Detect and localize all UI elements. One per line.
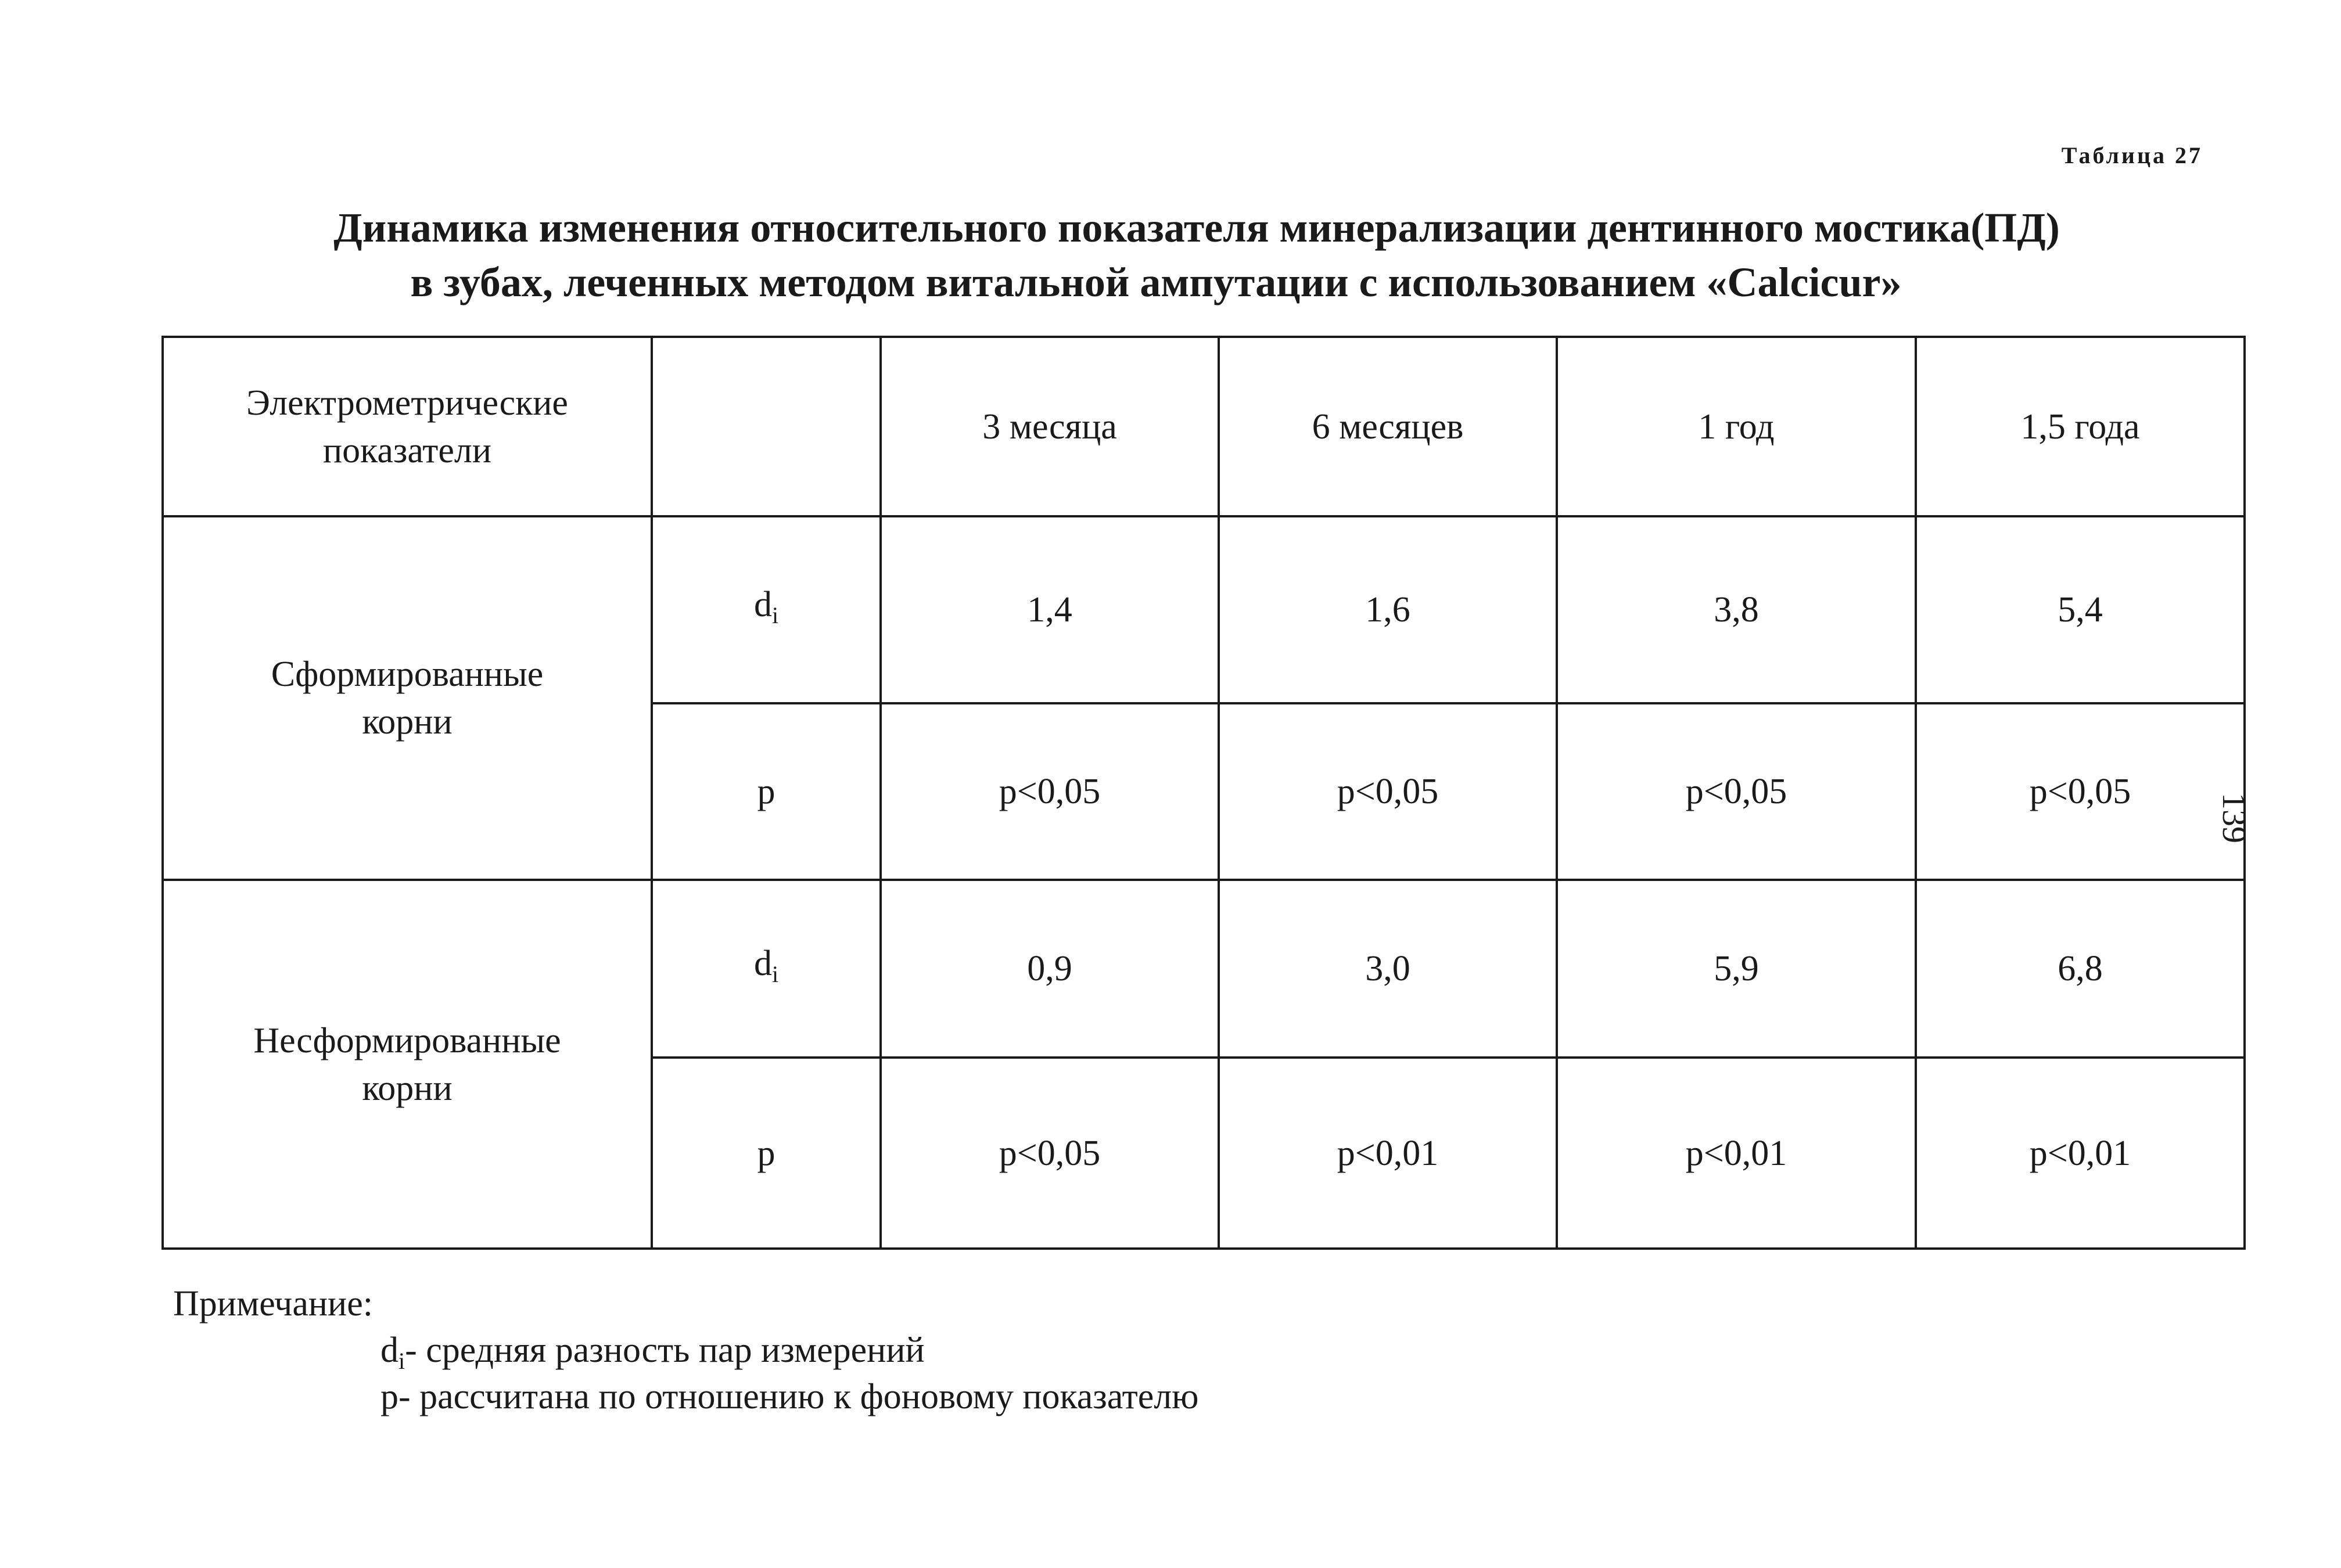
header-indicators-line-2: показатели [322,430,492,470]
di-symbol: d [753,584,772,624]
value-cell: p<0,01 [1557,1058,1916,1249]
table-row [163,516,2245,703]
table-title-line-1: Динамика изменения относительного показателя минерализации дентинного мостика(ПД) [333,204,2060,251]
value-cell: 1,4 [881,516,1219,703]
page-number: 139 [2216,793,2253,843]
header-period-cell: 3 месяца [881,337,1219,516]
value-cell: p<0,01 [1219,1058,1557,1249]
note-di-text: - средняя разность пар измерений [405,1330,925,1370]
note-di-subscript: i [398,1348,405,1374]
header-indicators-cell [163,337,652,516]
value-cell: 5,9 [1557,880,1916,1058]
table-number-label: Таблица 27 [2061,142,2203,168]
value-cell: 3,8 [1557,516,1916,703]
note-heading: Примечание: [173,1284,373,1324]
table-header-row [163,337,2245,516]
value-cell: 6,8 [1916,880,2245,1058]
group-name-line-2: корни [362,702,453,742]
value-cell: p<0,05 [1219,703,1557,880]
metric-label-cell: p [652,1058,881,1249]
mineralization-table [161,336,2246,1250]
table-title [139,200,2173,310]
value-cell: p<0,05 [881,1058,1219,1249]
metric-label-cell [652,880,881,1058]
value-cell: 5,4 [1916,516,2245,703]
value-cell: 3,0 [1219,880,1557,1058]
di-subscript: i [771,961,779,987]
header-empty-cell [652,337,881,516]
table-row [163,880,2245,1058]
note-di-symbol: d [380,1330,398,1370]
value-cell: p<0,05 [1916,703,2245,880]
value-cell: 0,9 [881,880,1219,1058]
header-period-cell: 1,5 года [1916,337,2245,516]
di-subscript: i [771,602,779,628]
value-cell: p<0,05 [1557,703,1916,880]
value-cell: p<0,05 [881,703,1219,880]
group-name-line-1: Несформированные [253,1020,561,1060]
table-title-line-2: в зубах, леченных методом витальной ампутации с использованием «Calcicur» [410,259,1902,305]
value-cell: p<0,01 [1916,1058,2245,1249]
group-name-cell [163,516,652,880]
di-symbol: d [753,943,772,983]
note-line-p: p- рассчитана по отношению к фоновому показателю [380,1377,1199,1416]
group-name-cell [163,880,652,1249]
value-cell: 1,6 [1219,516,1557,703]
header-period-cell: 6 месяцев [1219,337,1557,516]
metric-label-cell: p [652,703,881,880]
group-name-line-2: корни [362,1068,453,1108]
metric-label-cell [652,516,881,703]
group-name-line-1: Сформированные [271,654,544,694]
header-period-cell: 1 год [1557,337,1916,516]
header-indicators-line-1: Электрометрические [246,383,568,423]
